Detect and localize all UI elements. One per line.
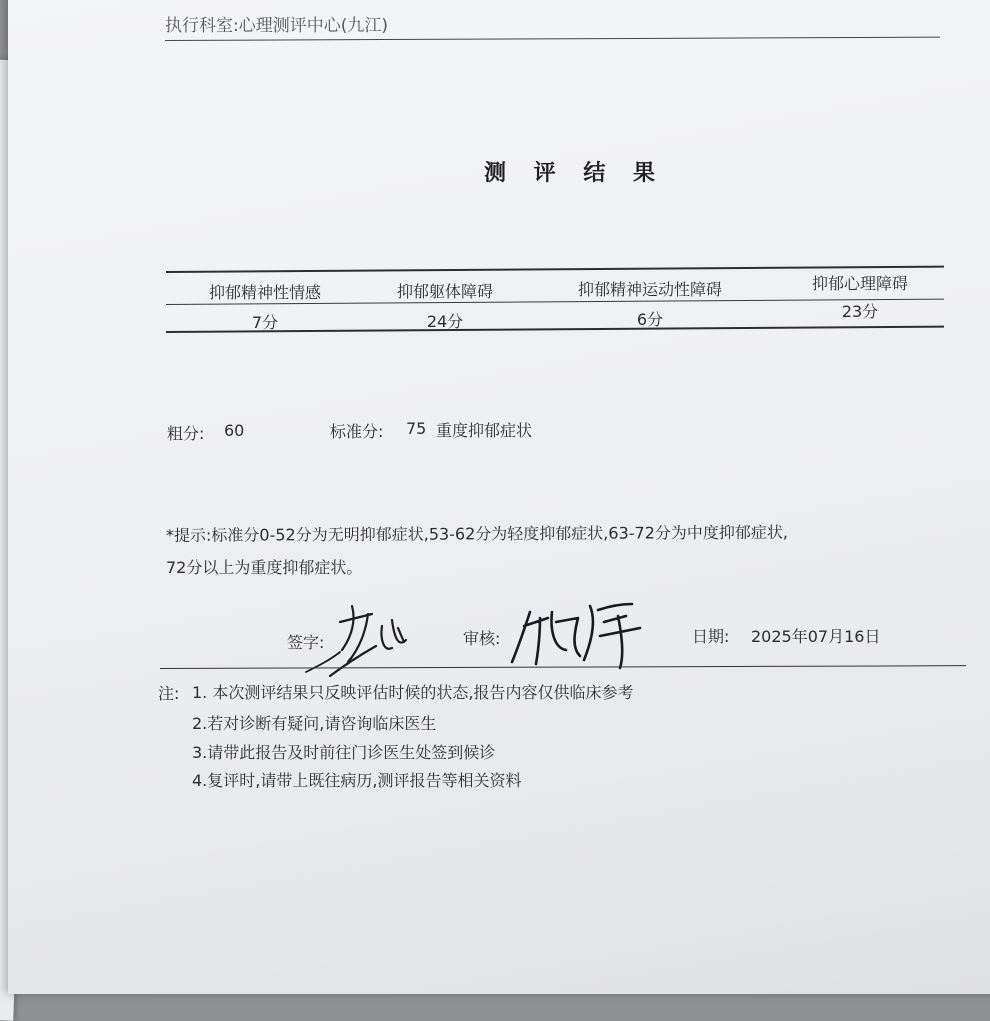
note-item: 2.若对诊断有疑问,请咨询临床医生: [192, 714, 437, 733]
notes-rule: [160, 665, 966, 669]
note-item: 3.请带此报告及时前往门诊医生处签到候诊: [192, 743, 496, 762]
sign-label: 签字:: [287, 633, 325, 652]
table-header-cell: 抑郁精神性情感: [208, 283, 321, 302]
standard-score-label: 标准分:: [330, 422, 384, 441]
table-header-cell: 抑郁心理障碍: [811, 274, 908, 293]
standard-score-value: 75: [406, 419, 427, 438]
hint-line-2: 72分以上为重度抑郁症状。: [166, 558, 363, 577]
hint-line-1: *提示:标准分0-52分为无明抑郁症状,53-62分为轻度抑郁症状,63-72分为中度抑郁症状,: [165, 522, 788, 545]
severity-text: 重度抑郁症状: [436, 421, 533, 440]
header-rule: [165, 37, 940, 41]
review-label: 审核:: [463, 629, 501, 648]
report-page: [8, 0, 990, 994]
notes-prefix: 注:: [158, 684, 180, 703]
raw-score-value: 60: [224, 421, 245, 440]
raw-score-label: 粗分:: [167, 424, 205, 443]
page-title: 测 评 结 果: [484, 161, 665, 186]
table-header-cell: 抑郁躯体障碍: [396, 282, 493, 301]
table-value-cell: 7分: [251, 313, 279, 332]
date-label: 日期:: [692, 627, 730, 646]
table-value-cell: 24分: [426, 312, 464, 331]
department-header: 执行科室:心理测评中心(九江): [165, 16, 388, 36]
note-item: 4.复评时,请带上既往病历,测评报告等相关资料: [192, 771, 522, 790]
table-header-cell: 抑郁精神运动性障碍: [577, 280, 722, 299]
table-value-cell: 23分: [841, 302, 879, 321]
note-item: 1. 本次测评结果只反映评估时候的状态,报告内容仅供临床参考: [192, 683, 634, 702]
table-value-cell: 6分: [636, 310, 664, 329]
date-value: 2025年07月16日: [751, 627, 881, 646]
